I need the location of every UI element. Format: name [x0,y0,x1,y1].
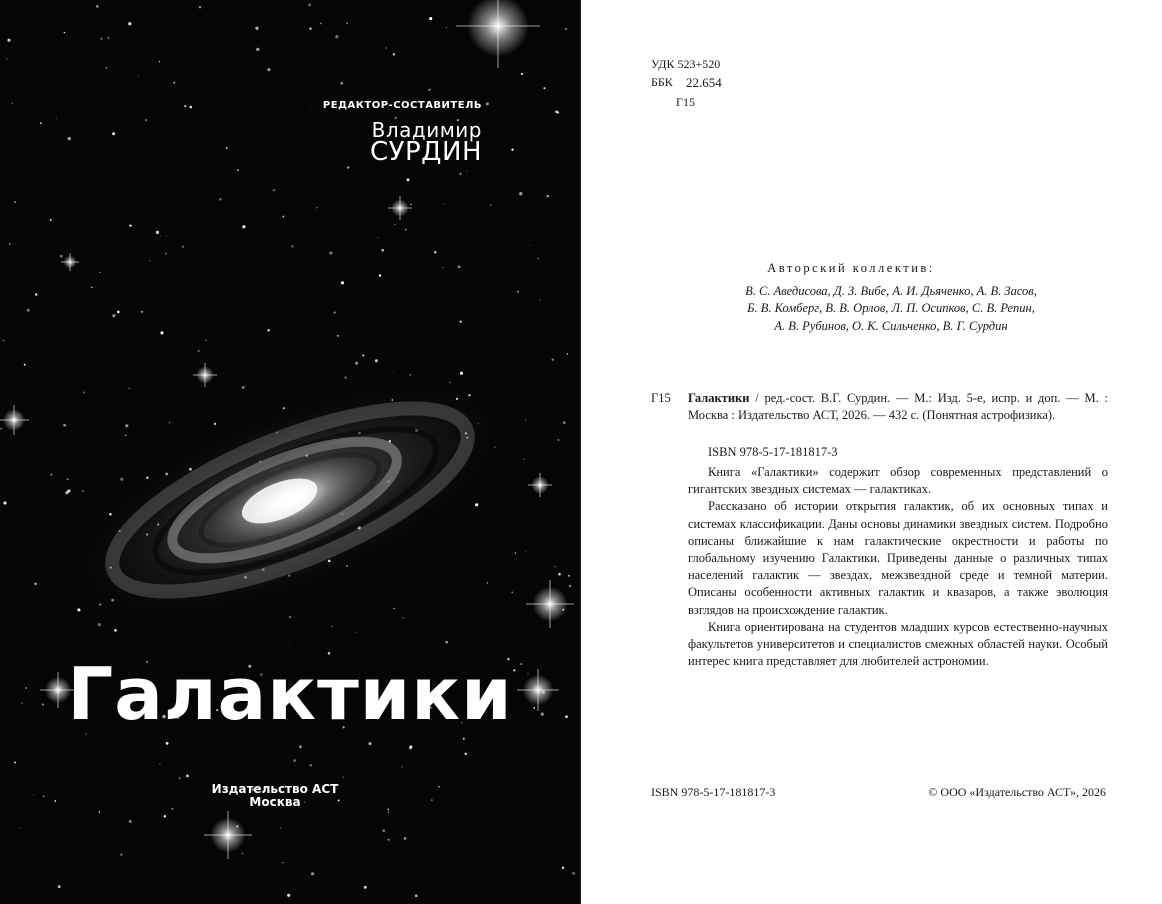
star [393,372,394,373]
author-last-name: СУРДИН [370,137,482,167]
star [316,207,317,208]
star [393,53,395,55]
star [511,591,513,593]
star [409,745,412,748]
star [537,258,539,260]
star [388,839,390,841]
annotation-paragraph: Книга «Галактики» содержит обзор современных представлений о гигантских звездных системах — галактиках. [688,465,1108,497]
star [309,764,312,767]
bbk-label: ББК [651,75,673,89]
star [569,585,572,588]
star [383,830,385,832]
star [198,350,200,352]
authors-line: В. С. Аведисова, Д. З. Вибе, А. И. Дьяченко, А. В. Засов, [745,284,1037,298]
star [214,423,216,425]
star [65,491,68,494]
star [289,645,290,646]
cover-title: Галактики [67,652,513,736]
star [0,428,2,430]
isbn: ISBN 978-5-17-181817-3 [708,445,838,459]
star [379,274,381,276]
star [114,629,117,632]
bbk-number: 22.654 [686,75,722,90]
star [165,253,167,255]
star [341,281,344,284]
star [164,815,167,818]
star [459,173,461,175]
star [50,219,52,221]
star [182,246,184,248]
star [171,808,173,810]
star [128,22,131,25]
star [83,391,85,393]
star [334,312,336,314]
star [237,388,238,389]
star [515,552,516,553]
star [283,216,285,218]
star [129,820,132,823]
star [558,573,561,576]
star [311,872,314,875]
editor-label: РЕДАКТОР-СОСТАВИТЕЛЬ [322,100,482,111]
star [129,224,131,226]
star [486,102,489,105]
star [525,551,526,552]
star [475,503,478,506]
star [381,249,384,252]
star [63,424,66,427]
footer-copyright: © ООО «Издательство АСТ», 2026 [928,785,1106,799]
cover-publisher: Издательство АСТ [211,782,339,796]
star [487,582,488,583]
star-spike [0,405,29,435]
star [33,794,34,795]
imprint-page [581,0,1162,904]
star [291,245,293,247]
star [289,616,291,618]
star [368,742,371,745]
star [125,424,128,427]
star [7,39,10,42]
star [3,340,5,342]
star [54,800,56,802]
star [331,626,332,627]
star [186,774,189,777]
star [108,37,109,38]
star [375,359,378,362]
star [120,853,122,855]
star [99,272,100,273]
star-spike [61,253,79,271]
star [50,474,52,476]
authors-line: Б. В. Комберг, В. В. Орлов, Л. П. Осипков, С. В. Репин, [747,301,1035,315]
star [567,353,569,355]
star [464,753,466,755]
star [555,110,558,113]
star [141,311,143,313]
star [35,293,37,295]
star [96,5,99,8]
star [242,853,244,855]
star [6,59,7,60]
star [160,236,161,237]
star [402,617,404,619]
star [100,38,102,40]
star [9,243,11,245]
cover-city: Москва [249,795,301,809]
udk-code: УДК 523+520 [651,57,721,71]
author-first-name: Владимир [371,118,482,142]
star [156,231,159,234]
star [342,777,344,779]
classification-code: Г15 [676,95,695,109]
star [530,245,531,246]
star [540,300,541,301]
star [562,867,564,869]
star [388,811,389,812]
star [386,47,387,48]
star-spike [193,363,217,387]
star [552,358,554,360]
star [99,811,101,813]
star [466,170,467,171]
star [431,799,433,801]
star-spike [204,811,252,859]
star [106,67,108,69]
star [199,6,201,8]
star [112,314,115,317]
authors-line: А. В. Рубинов, О. К. Сильченко, В. Г. Сурдин [774,319,1008,333]
star [293,759,296,762]
star [166,235,167,236]
star-spike [388,196,412,220]
star [273,189,276,192]
star [362,354,364,356]
star [429,17,432,20]
star [159,61,160,62]
star [346,22,348,24]
star [3,501,6,504]
annotation-paragraph: Рассказано об истории открытия галактик, об их основных типах и системах классификации. Даны основы динамики звездных систем. Подробно описаны ближайшие к нам галактические окрестности и работы по глобальному изучению Галактики. Приведены данные о различных типах населений галактик — звездах, межзвездной среде и темной материи. Описаны особенности активных галактик и квазаров, а также эволюция взглядов на происхождение галактик. [688,499,1108,617]
star [125,435,126,436]
star [282,862,283,863]
star-spike [528,473,552,497]
star [364,886,367,889]
star [329,251,332,254]
star [169,422,170,423]
star [138,76,139,77]
star [179,777,180,778]
star [149,260,150,261]
annotation-paragraph: Книга ориентирована на студентов младших курсов естественно-научных факультетов университетов и специалистов смежных областей науки. Особый интерес книга представляет для любителей астрономии. [688,619,1108,669]
star [128,388,129,389]
star [255,27,258,30]
star [320,23,322,25]
star [14,762,16,764]
star [355,362,358,365]
star [91,287,93,289]
star [377,237,378,238]
star [14,201,16,203]
annotation [688,464,1108,670]
star-spike [526,580,574,628]
star [160,331,163,334]
star [463,738,465,740]
star [458,265,461,268]
star [120,478,123,481]
bibliographic-record [688,390,1108,424]
star [445,641,448,644]
star [387,809,389,811]
star [345,377,347,379]
star [267,329,270,332]
star [543,87,545,89]
star [24,364,26,366]
star [173,82,175,84]
star [335,35,338,38]
star [280,828,281,829]
star [517,291,519,293]
star [256,48,259,51]
star [159,763,160,764]
star [557,439,559,441]
star [242,225,245,228]
star [394,224,395,225]
star [438,786,440,788]
star [267,68,270,71]
star [341,82,344,85]
star [568,575,570,577]
star [442,267,443,268]
star [309,27,311,29]
authors-heading: Авторский коллектив: [767,261,935,275]
star [245,386,246,387]
bib-details: / ред.-сост. В.Г. Сурдин. — М.: Изд. 5-е, испр. и доп. — М. : Москва : Издательство АСТ, 2026. — 432 с. (Понятная астрофизика). [688,391,1108,422]
star [519,192,522,195]
star [337,335,339,337]
star [27,309,30,312]
star [521,73,523,75]
star [407,178,410,181]
star [415,894,418,897]
star [117,311,120,314]
star [434,251,437,254]
star [43,796,44,797]
star [287,894,290,897]
star [565,28,567,30]
star [404,837,407,840]
star [64,32,65,33]
star [443,203,444,204]
star [546,195,548,197]
star [401,766,402,767]
bib-title: Галактики [688,391,750,405]
star [563,421,566,424]
star [572,872,575,875]
star [19,828,20,829]
star [523,459,524,460]
star [34,583,37,586]
star [355,632,356,633]
star [166,742,169,745]
star [308,3,311,6]
star [446,27,447,28]
star [219,198,222,201]
star [555,566,556,567]
star [60,255,63,258]
footer-isbn: ISBN 978-5-17-181817-3 [651,785,776,799]
star [393,608,394,609]
star [205,340,206,341]
bib-classification-code: Г15 [651,391,671,405]
star [405,229,407,231]
star [67,478,69,480]
star [525,419,526,420]
star [242,386,245,389]
star [511,149,513,151]
star [82,490,84,492]
star [237,169,239,171]
star [58,885,61,888]
star [299,745,302,748]
star [428,89,430,91]
star [490,204,491,205]
star [459,320,462,323]
star [410,204,412,206]
